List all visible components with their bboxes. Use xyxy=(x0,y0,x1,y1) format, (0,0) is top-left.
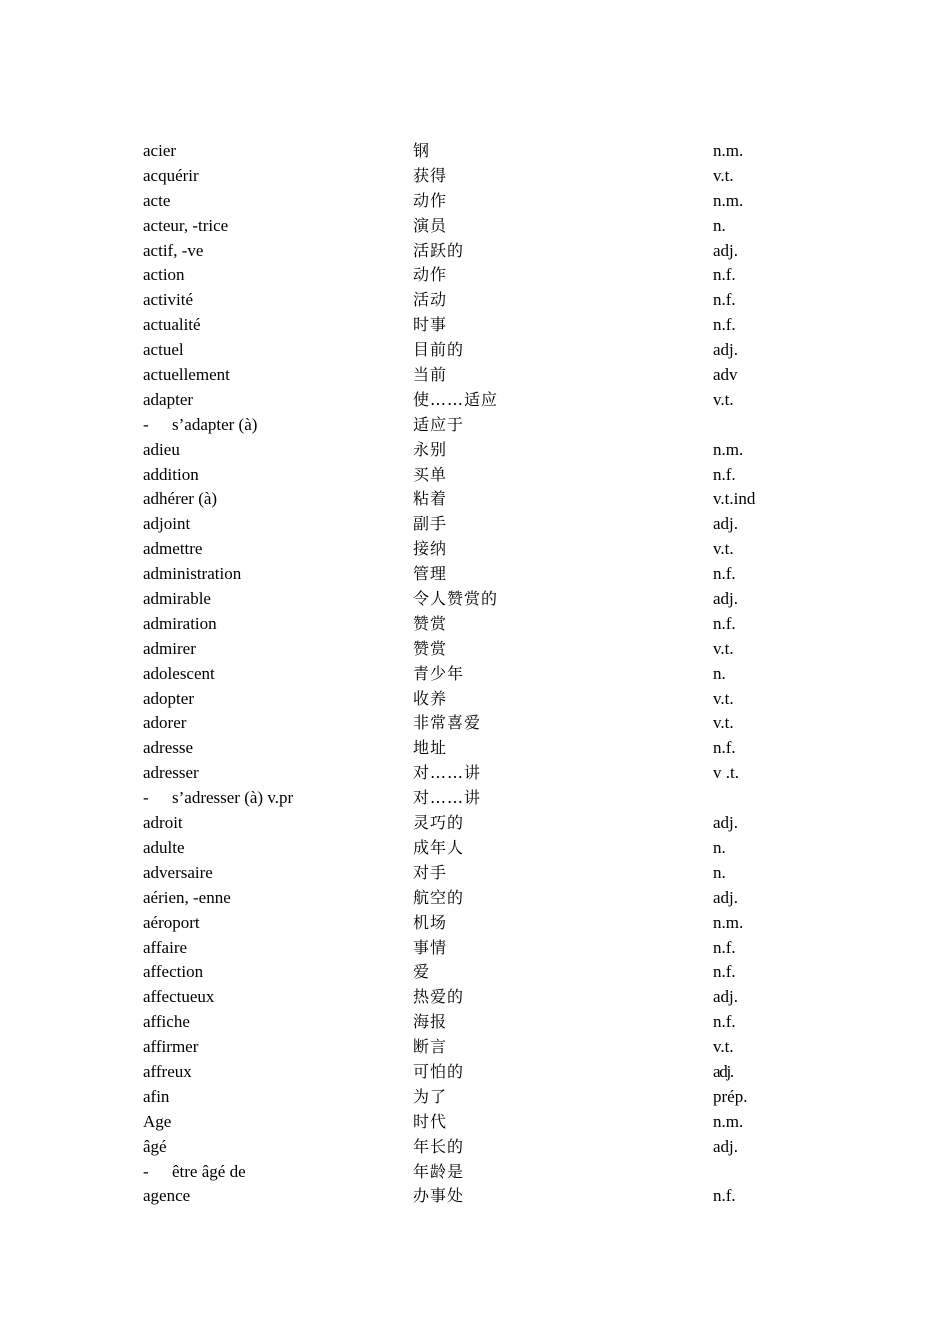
chinese-translation: 收养 xyxy=(413,688,448,708)
french-term xyxy=(143,413,257,438)
vocab-row xyxy=(143,736,863,761)
vocab-row xyxy=(143,438,863,463)
french-term-text: addition xyxy=(143,464,199,484)
french-term-text: aéroport xyxy=(143,912,200,932)
chinese-translation: 时事 xyxy=(413,315,448,335)
vocab-row xyxy=(143,214,863,239)
vocab-row xyxy=(143,413,863,438)
french-term-text: acteur, -trice xyxy=(143,215,229,235)
french-term xyxy=(143,662,215,687)
french-term-text: affaire xyxy=(143,937,188,957)
vocab-row xyxy=(143,288,863,313)
french-term xyxy=(143,811,183,836)
french-term xyxy=(143,1010,190,1035)
vocab-row xyxy=(143,313,863,338)
french-term-text: adorer xyxy=(143,713,187,733)
french-term-text: admirable xyxy=(143,589,211,609)
part-of-speech: adj. xyxy=(713,887,739,907)
vocab-row xyxy=(143,985,863,1010)
chinese-translation: 办事处 xyxy=(413,1186,465,1206)
french-term xyxy=(143,612,217,637)
french-term-text: acquérir xyxy=(143,165,199,185)
french-term-text: affreux xyxy=(143,1061,192,1081)
french-term-text: affirmer xyxy=(143,1037,199,1057)
french-term xyxy=(143,637,196,662)
french-term xyxy=(143,164,199,189)
vocab-row xyxy=(143,463,863,488)
vocab-row xyxy=(143,687,863,712)
french-term-text: activité xyxy=(143,290,194,310)
chinese-translation: 时代 xyxy=(413,1111,448,1131)
chinese-translation: 对手 xyxy=(413,862,448,882)
vocab-row xyxy=(143,612,863,637)
french-term xyxy=(143,263,185,288)
part-of-speech: v.t. xyxy=(713,638,734,658)
french-term-text: adroit xyxy=(143,813,183,833)
french-term xyxy=(143,562,241,587)
french-term-text: action xyxy=(143,265,185,285)
chinese-translation: 事情 xyxy=(413,937,448,957)
french-term-text: adresser xyxy=(143,763,199,783)
french-term-text: Age xyxy=(143,1111,172,1131)
french-term xyxy=(143,861,213,886)
chinese-translation: 非常喜爱 xyxy=(413,713,482,733)
part-of-speech: prép. xyxy=(713,1086,748,1106)
french-term-text: s’adresser (à) v.pr xyxy=(172,788,294,808)
part-of-speech: n. xyxy=(713,215,726,235)
chinese-translation: 对……讲 xyxy=(413,788,482,808)
chinese-translation: 管理 xyxy=(413,564,448,584)
part-of-speech: v.t. xyxy=(713,688,734,708)
vocab-row xyxy=(143,786,863,811)
part-of-speech: n.m. xyxy=(713,912,744,932)
french-term-text: adhérer (à) xyxy=(143,489,218,509)
part-of-speech: n.m. xyxy=(713,1111,744,1131)
part-of-speech: n. xyxy=(713,663,726,683)
chinese-translation: 航空的 xyxy=(413,887,465,907)
french-term-text: actualité xyxy=(143,315,201,335)
vocab-row xyxy=(143,861,863,886)
part-of-speech: n. xyxy=(713,862,726,882)
chinese-translation: 为了 xyxy=(413,1086,448,1106)
vocabulary-list xyxy=(143,139,863,1209)
vocab-row xyxy=(143,587,863,612)
vocab-row xyxy=(143,512,863,537)
part-of-speech: n.f. xyxy=(713,464,736,484)
vocab-row xyxy=(143,388,863,413)
french-term-text: affectueux xyxy=(143,987,215,1007)
french-term-text: acier xyxy=(143,141,177,160)
sub-entry-dash: - xyxy=(143,788,149,808)
chinese-translation: 演员 xyxy=(413,215,448,235)
chinese-translation: 目前的 xyxy=(413,340,465,360)
vocab-row xyxy=(143,1160,863,1185)
french-term xyxy=(143,687,194,712)
french-term-text: adopter xyxy=(143,688,194,708)
french-term xyxy=(143,736,193,761)
chinese-translation: 爱 xyxy=(413,962,431,982)
chinese-translation: 机场 xyxy=(413,912,448,932)
vocab-row xyxy=(143,189,863,214)
part-of-speech: n.f. xyxy=(713,962,736,982)
chinese-translation: 青少年 xyxy=(413,663,465,683)
vocab-row xyxy=(143,1010,863,1035)
vocab-row xyxy=(143,960,863,985)
french-term-text: affiche xyxy=(143,1012,190,1032)
chinese-translation: 地址 xyxy=(413,738,448,758)
part-of-speech: adj. xyxy=(713,514,739,534)
french-term xyxy=(143,587,211,612)
vocab-row xyxy=(143,338,863,363)
part-of-speech: adj. xyxy=(713,589,739,609)
french-term xyxy=(143,1160,246,1185)
vocab-row xyxy=(143,363,863,388)
french-term-text: administration xyxy=(143,564,242,584)
chinese-translation: 适应于 xyxy=(413,414,465,434)
chinese-translation: 粘着 xyxy=(413,489,448,509)
french-term-text: adolescent xyxy=(143,663,215,683)
french-term xyxy=(143,761,199,786)
french-term-text: afin xyxy=(143,1086,170,1106)
french-term-text: actif, -ve xyxy=(143,240,204,260)
vocab-row xyxy=(143,886,863,911)
part-of-speech: adj. xyxy=(713,1061,733,1081)
french-term xyxy=(143,936,187,961)
chinese-translation: 使……适应 xyxy=(413,389,499,409)
part-of-speech: v .t. xyxy=(713,763,739,783)
part-of-speech: v.t. xyxy=(713,389,734,409)
french-term xyxy=(143,911,200,936)
vocab-row xyxy=(143,811,863,836)
chinese-translation: 当前 xyxy=(413,365,448,385)
french-term xyxy=(143,960,203,985)
vocab-row xyxy=(143,1060,863,1085)
vocab-row xyxy=(143,662,863,687)
chinese-translation: 年龄是 xyxy=(413,1161,465,1181)
chinese-translation: 断言 xyxy=(413,1037,448,1057)
part-of-speech: n.f. xyxy=(713,315,736,335)
french-term xyxy=(143,1135,167,1160)
vocab-row xyxy=(143,761,863,786)
part-of-speech: n.f. xyxy=(713,1186,736,1206)
french-term-text: s’adapter (à) xyxy=(172,414,258,434)
french-term-text: adresse xyxy=(143,738,194,758)
french-term-text: âgé xyxy=(143,1136,167,1156)
chinese-translation: 对……讲 xyxy=(413,763,482,783)
chinese-translation: 海报 xyxy=(413,1012,448,1032)
french-term xyxy=(143,537,202,562)
part-of-speech: n.f. xyxy=(713,265,736,285)
part-of-speech: v.t.ind xyxy=(713,489,756,509)
part-of-speech: n.f. xyxy=(713,937,736,957)
chinese-translation: 接纳 xyxy=(413,539,448,559)
french-term-text: adversaire xyxy=(143,862,213,882)
chinese-translation: 年长的 xyxy=(413,1136,465,1156)
part-of-speech: n. xyxy=(713,837,726,857)
french-term-text: adapter xyxy=(143,389,194,409)
chinese-translation: 买单 xyxy=(413,464,448,484)
chinese-translation: 永别 xyxy=(413,439,448,459)
french-term-text: admiration xyxy=(143,613,217,633)
french-term-text: admettre xyxy=(143,539,203,559)
part-of-speech: n.m. xyxy=(713,439,744,459)
french-term-text: admirer xyxy=(143,638,196,658)
french-term xyxy=(143,512,190,537)
french-term xyxy=(143,1035,198,1060)
french-term xyxy=(143,239,203,264)
vocab-row xyxy=(143,487,863,512)
french-term-text: adulte xyxy=(143,837,185,857)
french-term-text: actuellement xyxy=(143,365,230,385)
part-of-speech: v.t. xyxy=(713,1037,734,1057)
vocab-row xyxy=(143,562,863,587)
part-of-speech: v.t. xyxy=(713,713,734,733)
chinese-translation: 动作 xyxy=(413,265,448,285)
french-term xyxy=(143,438,180,463)
french-term xyxy=(143,985,214,1010)
chinese-translation: 活动 xyxy=(413,290,448,310)
french-term xyxy=(143,786,293,811)
part-of-speech: adj. xyxy=(713,340,739,360)
chinese-translation: 动作 xyxy=(413,190,448,210)
french-term xyxy=(143,1060,192,1085)
french-term xyxy=(143,363,230,388)
french-term-text: agence xyxy=(143,1186,191,1206)
chinese-translation: 可怕的 xyxy=(413,1061,465,1081)
french-term-text: actuel xyxy=(143,340,184,360)
french-term-text: adjoint xyxy=(143,514,191,534)
part-of-speech: v.t. xyxy=(713,539,734,559)
french-term xyxy=(143,288,193,313)
vocab-row xyxy=(143,1035,863,1060)
vocab-row xyxy=(143,637,863,662)
vocab-row xyxy=(143,239,863,264)
french-term xyxy=(143,463,199,488)
vocab-row xyxy=(143,1184,863,1209)
french-term xyxy=(143,139,176,164)
sub-entry-dash: - xyxy=(143,1161,149,1181)
part-of-speech: n.f. xyxy=(713,1012,736,1032)
part-of-speech: n.f. xyxy=(713,738,736,758)
chinese-translation: 赞赏 xyxy=(413,638,448,658)
vocab-row xyxy=(143,1110,863,1135)
french-term xyxy=(143,338,184,363)
vocab-row xyxy=(143,1135,863,1160)
french-term-text: acte xyxy=(143,190,171,210)
chinese-translation: 赞赏 xyxy=(413,613,448,633)
french-term xyxy=(143,886,231,911)
chinese-translation: 活跃的 xyxy=(413,240,465,260)
french-term xyxy=(143,487,217,512)
part-of-speech: n.m. xyxy=(713,190,744,210)
part-of-speech: adj. xyxy=(713,240,739,260)
french-term xyxy=(143,1110,171,1135)
french-term-text: être âgé de xyxy=(172,1161,246,1181)
part-of-speech: n.f. xyxy=(713,613,736,633)
part-of-speech: adj. xyxy=(713,987,739,1007)
french-term-text: affection xyxy=(143,962,204,982)
part-of-speech: adj. xyxy=(713,813,739,833)
french-term xyxy=(143,1184,190,1209)
chinese-translation: 获得 xyxy=(413,165,448,185)
part-of-speech: adv xyxy=(713,365,738,385)
vocab-row xyxy=(143,139,863,164)
chinese-translation: 令人赞赏的 xyxy=(413,589,499,609)
chinese-translation: 钢 xyxy=(413,141,431,160)
french-term-text: aérien, -enne xyxy=(143,887,231,907)
vocab-row xyxy=(143,1085,863,1110)
part-of-speech: n.f. xyxy=(713,290,736,310)
part-of-speech: v.t. xyxy=(713,165,734,185)
french-term xyxy=(143,214,228,239)
french-term-text: adieu xyxy=(143,439,180,459)
chinese-translation: 成年人 xyxy=(413,837,465,857)
vocab-row xyxy=(143,711,863,736)
french-term xyxy=(143,836,185,861)
french-term xyxy=(143,388,193,413)
chinese-translation: 灵巧的 xyxy=(413,813,465,833)
vocab-row xyxy=(143,911,863,936)
french-term xyxy=(143,189,170,214)
french-term xyxy=(143,313,201,338)
vocab-row xyxy=(143,936,863,961)
part-of-speech: n.f. xyxy=(713,564,736,584)
french-term xyxy=(143,1085,169,1110)
chinese-translation: 副手 xyxy=(413,514,448,534)
part-of-speech: n.m. xyxy=(713,141,744,160)
sub-entry-dash: - xyxy=(143,414,149,434)
vocab-row xyxy=(143,263,863,288)
chinese-translation: 热爱的 xyxy=(413,987,465,1007)
vocab-row xyxy=(143,164,863,189)
part-of-speech: adj. xyxy=(713,1136,739,1156)
vocab-row xyxy=(143,537,863,562)
french-term xyxy=(143,711,186,736)
vocab-row xyxy=(143,836,863,861)
